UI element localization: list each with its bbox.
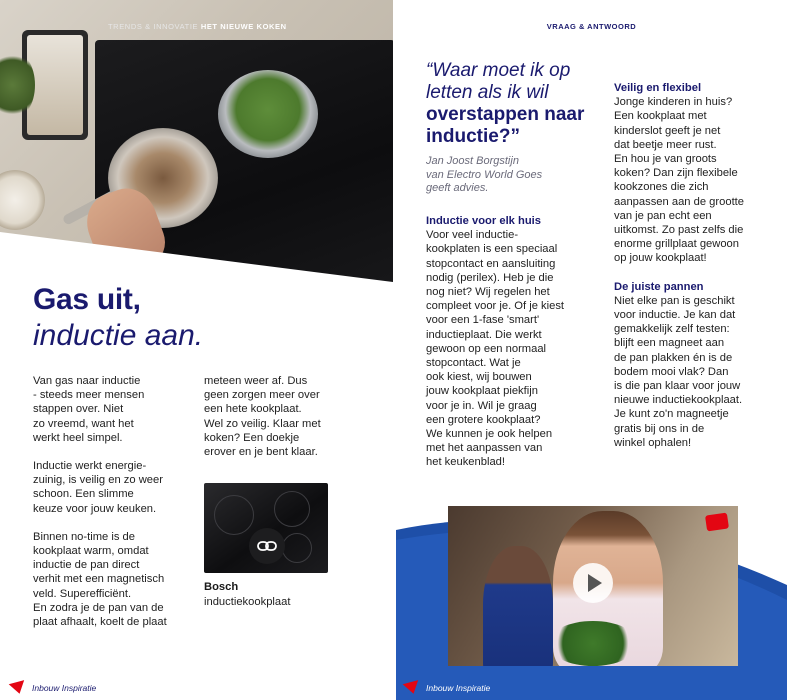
video-thumbnail[interactable] (448, 506, 738, 666)
section-heading: Veilig en flexibel (614, 82, 702, 94)
paragraph: Inductie werkt energie- zuinig, is veilig en zo weer schoon. Een slimme keuze voor jouw keuken. (33, 460, 163, 515)
section-tag: VRAAG & ANTWOORD (546, 22, 637, 31)
paragraph: meteen weer af. Dus geen zorgen meer over een hete kookplaat. Wel zo veilig. Klaar met koken? Een doekje erover en je bent klaar. (204, 375, 321, 459)
section-heading: Inductie voor elk huis (426, 215, 542, 227)
play-icon (588, 574, 602, 592)
brand-logo-icon (9, 680, 28, 696)
section-heading: De juiste pannen (614, 280, 704, 293)
body-column-1 (33, 374, 193, 643)
answer-column-2 (614, 81, 779, 464)
play-button[interactable] (573, 563, 613, 603)
product-link-button[interactable] (249, 528, 285, 564)
section-kicker: TRENDS & INNOVATIE HET NIEUWE KOKEN (108, 22, 287, 31)
paragraph: Binnen no-time is de kookplaat warm, omdat inductie de pan direct verhit met een magnetisch veld. Superefficiënt. En zodra je de pan van de plaat afhaalt, koelt de plaat (33, 530, 167, 629)
paragraph: Jonge kinderen in huis? Een kookplaat met kinderslot geeft je net dat beetje meer rust. En hou je van groots koken? Dan zijn flexibele kookzones die zich aanpassen aan de grootte van je pan echt een uitkomst. Zo past zelfs die enorme grillplaat gewoon op jouw kookplaat! (614, 96, 745, 265)
byline: Jan Joost Borgstijn van Electro World Goes geeft advies. (426, 155, 543, 194)
paragraph: Van gas naar inductie - steeds meer mensen stappen over. Niet zo vreemd, want het werkt heel simpel. (33, 375, 145, 444)
answer-column-1 (426, 214, 601, 484)
hero-photo (0, 0, 393, 290)
product-brand: Bosch (204, 581, 239, 593)
link-icon (257, 540, 277, 552)
paragraph: Niet elke pan is geschikt voor inductie. Je kan dat gemakkelijk zelf testen: blijft een magneet aan de pan plakken én is de bodem mooi vlak? Dan is die pan klaar voor jouw nieuwe inductiekookplaat. Je kunt zo'n magneetje gratis bij ons in de winkel ophalen! (614, 294, 743, 449)
left-page (0, 0, 393, 700)
pull-quote: “Waar moet ik op letten als ik wil overstappen naar inductie?” (426, 60, 585, 147)
page-footer: Inbouw Inspiratie (404, 682, 490, 694)
hero-diagonal-cut (0, 0, 393, 290)
product-description: inductiekookplaat (204, 596, 291, 608)
body-column-2 (204, 374, 354, 473)
page-footer: Inbouw Inspiratie (10, 682, 96, 694)
brand-logo-icon (403, 680, 422, 696)
paragraph: Voor veel inductie- kookplaten is een speciaal stopcontact en aansluiting nodig (perilex). Heb je die nog niet? Wij regelen het compleet voor je. Of je kiest voor een 1-fase 'smart' inductieplaat. Die werkt gewoon op een normaal stopcontact. Wat je ook kiest, wij bouwen jouw kookplaat piekfijn voor je in. Wil je graag een grotere kookplaat? We kunnen je ook helpen met het aanpassen van het keukenblad! (426, 229, 565, 469)
page-title: Gas uit, inductie aan. (33, 283, 204, 352)
right-page (396, 0, 787, 700)
brand-logo-icon (705, 513, 729, 532)
